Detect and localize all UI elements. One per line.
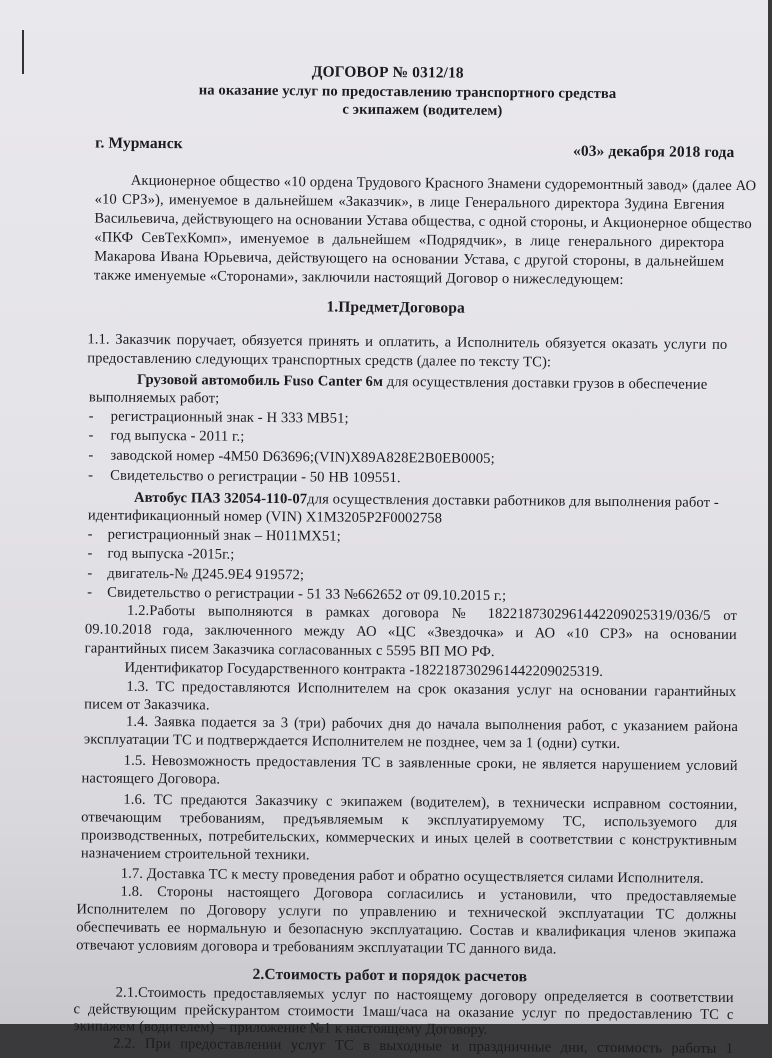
clause-1-2: 1.2.Работы выполняются в рамках договора № 1822187302961442209025319/036/5 от — [126, 602, 738, 625]
bus-item-text: год выпуска -2015г.; — [107, 545, 235, 563]
truck-heading — [137, 372, 707, 394]
clause-1-6: 1.6. ТС предаются Заказчику с экипажем (водителем), в технически исправном состоянии, — [123, 791, 738, 814]
preamble-line: также именуемые «Сторонами», заключили настоящий Договор о нижеследующем: — [93, 267, 624, 289]
bus-item-text: регистрационный знак – Н011МХ51; — [107, 526, 341, 545]
preamble-line: «ПКФ СевТехКомп», именуемое в дальнейшем «Подрядчик», в лице генерального директора — [94, 229, 725, 251]
bus-purpose-cont: идентификационный номер (VIN) X1M3205P2F0002758 — [87, 507, 443, 527]
clause-1-4-cont: эксплуатации ТС и подтверждается Исполнителем не позднее, чем за 1 (одни) сутки. — [83, 731, 621, 753]
bus-item-text: Свидетельство о регистрации - 51 33 №662652 от 09.10.2015 г.; — [107, 584, 507, 605]
section-2-heading: 2.Стоимость работ и порядок расчетов — [252, 965, 528, 986]
clause-1-3: 1.3. ТС предоставляются Исполнителем на срок оказания услуг на основании гарантийных — [126, 678, 737, 701]
truck-purpose-cont: выполняемых работ; — [88, 389, 220, 407]
bus-item: - регистрационный знак – Н011МХ51; — [87, 526, 341, 545]
bus-name: Автобус ПАЗ 32054-110-07 — [133, 489, 308, 508]
truck-purpose: для осуществления доставки грузов в обеспечение — [382, 373, 708, 393]
clause-1-2-cont: гарантийных писем Заказчика согласованных с 5595 ВП МО РФ. — [84, 640, 495, 660]
clause-1-8: 1.8. Стороны настоящего Договора согласились и установили, что предоставляемые — [120, 883, 737, 906]
clause-2-1-cont: с действующим прейскурантом стоимости 1маш/часа на оказание услуг по предоставлению ТС с — [73, 1001, 734, 1024]
contract-city: г. Мурманск — [95, 134, 183, 153]
preamble-line: Васильевича, действующего на основании Устава общества, с одной стороны, и Акционерное общество — [94, 210, 752, 233]
contract-subtitle-2: с экипажем (водителем) — [342, 101, 503, 120]
clause-1-5: 1.5. Невозможность предоставления ТС в заявленные сроки, не является нарушением условий — [123, 752, 738, 775]
clause-1-3-cont: писем от Заказчика. — [84, 696, 210, 714]
preamble-line: Акционерное общество «10 ордена Трудового Красного Знамени судоремонтный завод» (далее АО — [130, 172, 757, 195]
truck-item-text: заводской номер -4M50 D63696;(VIN)X89A828E2B0EB0005; — [110, 447, 495, 467]
truck-item: - заводской номер -4M50 D63696;(VIN)X89A828E2B0EB0005; — [88, 447, 495, 467]
bus-item: - Свидетельство о регистрации - 51 33 №662652 от 09.10.2015 г.; — [87, 584, 507, 605]
clause-1-8-cont: обеспечивать ее нормальную и безопасную эксплуатацию. Состав и квалификация членов экипажа — [76, 919, 737, 942]
preamble-line: Макарова Ивана Юрьевича, действующего на основании Устава, с другой стороны, в дальнейшем — [94, 248, 725, 270]
clause-1-5-cont: настоящего Договора. — [81, 770, 221, 788]
clause-1-6-cont: отвечающим требованиям, предъявляемым к эксплуатируемому ТС, используемого для — [81, 809, 738, 832]
clause-1-6-cont: производственных, потребительских, коммерческих и иных целей в соответствии с конструктивным — [80, 827, 738, 850]
truck-item-text: Свидетельство о регистрации - 50 НВ 109551. — [110, 467, 401, 487]
bus-purpose: для осуществления доставки работников для выполнения работ - — [307, 491, 719, 511]
bus-item: - год выпуска -2015г.; — [87, 545, 235, 563]
preamble-line: «10 СРЗ»), именуемое в дальнейшем «Заказчик», в лице Генерального директора Зудина Евгения — [94, 191, 725, 213]
clause-2-2: 2.2. При предоставлении услуг ТС в выходные и праздничные дни, стоимость работы 1 — [113, 1035, 734, 1058]
truck-item: - год выпуска - 2011 г.; — [88, 427, 245, 445]
truck-name: Грузовой автомобиль Fuso Canter 6м — [136, 371, 384, 390]
clause-2-1: 2.1.Стоимость предоставляемых услуг по настоящему договору определяется в соответствии — [115, 984, 734, 1007]
bus-item: - двигатель-№ Д245.9Е4 919572; — [87, 565, 305, 584]
clause-1-2-cont: 09.10.2018 года, заключенного между АО «ЦС «Звездочка» и АО «10 СРЗ» на основании — [84, 621, 737, 644]
section-1-heading: 1.ПредметДоговора — [326, 298, 465, 317]
clause-1-6-cont: назначением строительной техники. — [80, 845, 310, 864]
bus-item-text: двигатель-№ Д245.9Е4 919572; — [107, 565, 305, 584]
clause-1-8-cont: отвечают условиям договора и требованиям эксплуатации ТС данного вида. — [76, 937, 557, 958]
truck-item: - регистрационный знак - Н 333 МВ51; — [88, 408, 349, 427]
truck-item: - Свидетельство о регистрации - 50 НВ 109551. — [88, 467, 401, 487]
document-body — [4, 0, 772, 1058]
truck-item-text: регистрационный знак - Н 333 МВ51; — [110, 408, 349, 427]
gov-contract-id: Идентификатор Государственного контракта -1822187302961442209025319. — [124, 659, 604, 680]
contract-subtitle-1: на оказание услуг по предоставлению транспортного средства — [198, 82, 617, 103]
clause-1-7: 1.7. Доставка ТС к месту проведения работ и обратно осуществляется силами Исполнителя. — [120, 865, 704, 887]
truck-item-text: год выпуска - 2011 г.; — [110, 427, 245, 445]
clause-1-4: 1.4. Заявка подается за 3 (три) рабочих дня до начала выполнения работ, с указанием района — [125, 713, 739, 736]
contract-date: «03» декабря 2018 года — [572, 142, 735, 162]
clause-1-8-cont: Исполнителем по Договору услуги по управлению и технической эксплуатации ТС должны — [76, 901, 737, 924]
clause-1-1-cont: предоставлению следующих транспортных средств (далее по тексту ТС): — [87, 350, 552, 371]
clause-2-1-cont: экипажем (водителем) – приложение №1 к настоящему Договору. — [73, 1018, 488, 1038]
contract-title: ДОГОВОР № 0312/18 — [311, 63, 464, 82]
clause-1-1: 1.1. Заказчик поручает, обязуется принять и оплатить, а Исполнитель обязуется оказать услуги по — [87, 331, 728, 353]
